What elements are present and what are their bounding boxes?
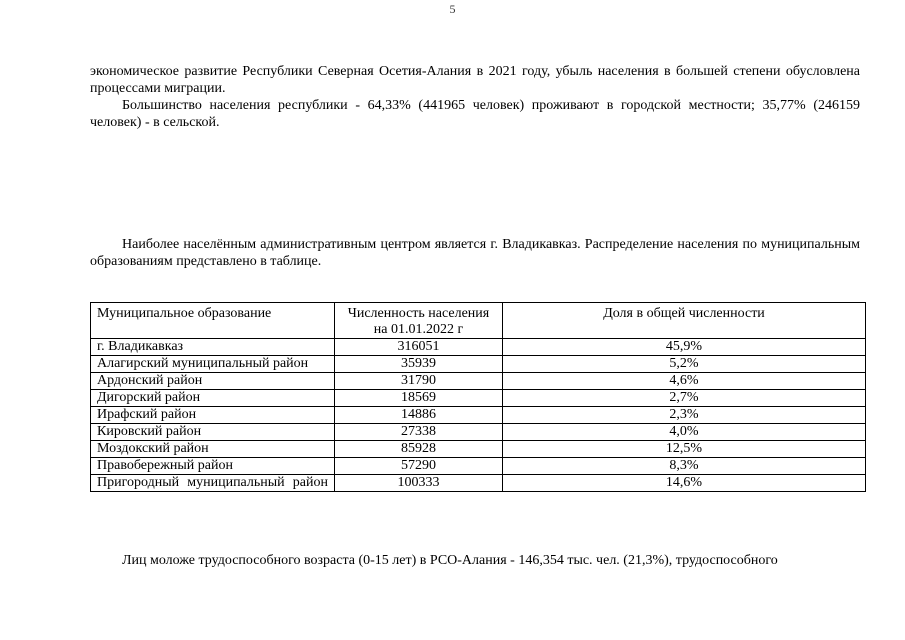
paragraph-urban-rural: Большинство населения республики - 64,33% (441965 человек) проживают в городской местности; 35,77% (246159 человек) - в сельской. [90, 98, 860, 130]
table-row [91, 407, 866, 424]
population-value: 18569 [335, 390, 503, 407]
header-share: Доля в общей численности [503, 303, 866, 339]
municipality-name: Алагирский муниципальный район [91, 356, 335, 373]
table-row [91, 424, 866, 441]
population-value: 35939 [335, 356, 503, 373]
population-value: 316051 [335, 339, 503, 356]
table-row [91, 373, 866, 390]
population-value: 27338 [335, 424, 503, 441]
table-row [91, 475, 866, 492]
population-value: 14886 [335, 407, 503, 424]
paragraph-admin-center: Наиболее населённым административным центром является г. Владикавказ. Распределение населения по муниципальным образованиям представлено в таблице. [90, 237, 860, 269]
header-municipality: Муниципальное образование [91, 303, 335, 339]
page-number: 5 [449, 2, 456, 16]
share-value: 45,9% [503, 339, 866, 356]
share-value: 5,2% [503, 356, 866, 373]
population-value: 31790 [335, 373, 503, 390]
share-value: 4,0% [503, 424, 866, 441]
share-value: 14,6% [503, 475, 866, 492]
municipality-name: Дигорский район [91, 390, 335, 407]
population-value: 85928 [335, 441, 503, 458]
population-table [90, 302, 866, 492]
table-header-row [91, 303, 866, 339]
paragraph-working-age: Лиц моложе трудоспособного возраста (0-15 лет) в РСО-Алания - 146,354 тыс. чел. (21,3%), трудоспособного [122, 553, 778, 568]
municipality-name: Ардонский район [91, 373, 335, 390]
table-row [91, 441, 866, 458]
share-value: 4,6% [503, 373, 866, 390]
municipality-name: г. Владикавказ [91, 339, 335, 356]
municipality-name: Кировский район [91, 424, 335, 441]
share-value: 2,7% [503, 390, 866, 407]
municipality-name: Правобережный район [91, 458, 335, 475]
municipality-name: Моздокский район [91, 441, 335, 458]
population-value: 100333 [335, 475, 503, 492]
table-row [91, 458, 866, 475]
population-value: 57290 [335, 458, 503, 475]
table-row [91, 390, 866, 407]
share-value: 12,5% [503, 441, 866, 458]
municipality-name: Ирафский район [91, 407, 335, 424]
paragraph-migration: экономическое развитие Республики Северная Осетия-Алания в 2021 году, убыль населения в большей степени обусловлена процессами миграции. [90, 64, 860, 96]
municipality-name: Пригородный муниципальный район [91, 475, 335, 492]
table-row [91, 339, 866, 356]
table-row [91, 356, 866, 373]
share-value: 2,3% [503, 407, 866, 424]
header-population: Численность населения на 01.01.2022 г [335, 303, 503, 339]
share-value: 8,3% [503, 458, 866, 475]
